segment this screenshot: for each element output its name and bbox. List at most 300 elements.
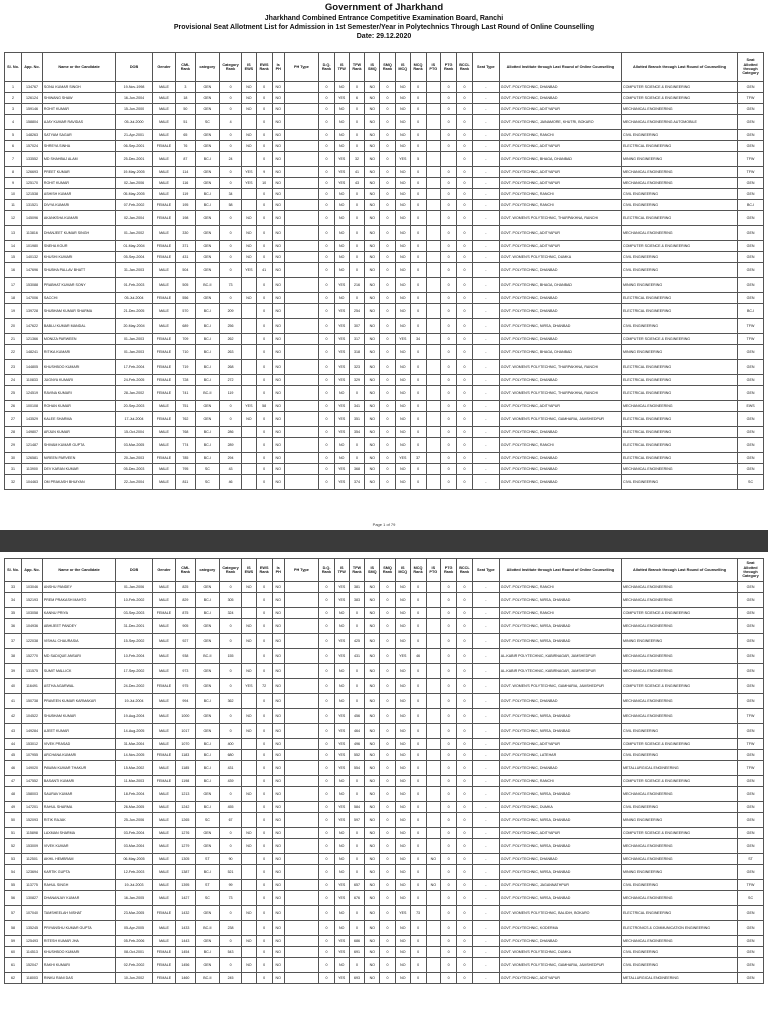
table-cell: 0 bbox=[319, 865, 335, 880]
table-cell: NO bbox=[334, 958, 349, 973]
table-cell: 06-Sep-2001 bbox=[116, 141, 153, 152]
table-cell: 431 bbox=[220, 761, 242, 776]
column-header: SMQ Rank bbox=[380, 559, 396, 582]
table-cell: 0 bbox=[256, 776, 272, 787]
table-cell: NO bbox=[365, 438, 380, 453]
table-cell: VIVEK KUMAR bbox=[42, 839, 115, 854]
table-cell: 0 bbox=[319, 200, 335, 211]
table-cell: 330 bbox=[176, 226, 196, 241]
table-cell: YES bbox=[334, 475, 349, 490]
table-cell bbox=[284, 475, 318, 490]
table-cell: 0 bbox=[410, 386, 426, 401]
table-cell: 0 bbox=[441, 936, 457, 947]
table-cell: 0 bbox=[256, 200, 272, 211]
table-cell: 0 bbox=[457, 115, 473, 130]
table-cell: 17-Feb-2004 bbox=[116, 360, 153, 375]
table-cell: 126693 bbox=[22, 167, 43, 178]
table-cell: MALE bbox=[152, 475, 175, 490]
table-cell: GOVT. POLYTECHNIC, RANCHI bbox=[499, 200, 621, 211]
table-cell bbox=[284, 386, 318, 401]
table-cell: 268 bbox=[220, 360, 242, 375]
table-cell bbox=[242, 761, 257, 776]
table-cell: 49 bbox=[5, 802, 22, 813]
table-cell: TFW bbox=[738, 761, 764, 776]
table-cell: 0 bbox=[457, 679, 473, 694]
table-cell: 24 bbox=[220, 152, 242, 167]
table-cell bbox=[426, 115, 441, 130]
table-cell: MALE bbox=[152, 839, 175, 854]
table-cell: 119 bbox=[220, 386, 242, 401]
table-cell: GOVT. POLYTECHNIC, DHANBAD bbox=[499, 293, 621, 304]
table-cell: 0 bbox=[319, 304, 335, 319]
table-cell: MALE bbox=[152, 813, 175, 828]
table-row bbox=[5, 453, 764, 464]
table-cell: GEN bbox=[738, 252, 764, 263]
table-cell bbox=[426, 412, 441, 427]
table-cell: 0 bbox=[256, 750, 272, 761]
table-cell: 657 bbox=[349, 880, 365, 891]
table-cell: GOVT. POLYTECHNIC, DHANBAD bbox=[499, 694, 621, 709]
table-cell: 0 bbox=[457, 412, 473, 427]
table-cell: BC-II bbox=[195, 386, 219, 401]
table-cell: BC-I bbox=[195, 375, 219, 386]
table-cell: 18-Feb-2004 bbox=[116, 787, 153, 802]
table-cell: NO bbox=[272, 619, 284, 634]
table-cell: BC-II bbox=[195, 921, 219, 936]
table-cell: 0 bbox=[380, 739, 396, 750]
table-cell: GOVT. POLYTECHNIC, DHANBAD bbox=[499, 82, 621, 93]
table-cell bbox=[426, 293, 441, 304]
table-cell: 676 bbox=[349, 891, 365, 906]
table-cell: GOVT. WOMEN'S POLYTECHNIC, THARPAKHNA, RANCHI bbox=[499, 360, 621, 375]
table-cell: - bbox=[472, 293, 499, 304]
table-cell bbox=[284, 412, 318, 427]
table-cell: GOVT. POLYTECHNIC, NIRSA, DHANBAD bbox=[499, 709, 621, 724]
table-cell: 25-Dec-2001 bbox=[116, 152, 153, 167]
column-header: IS SMQ bbox=[365, 559, 380, 582]
table-cell: MECHANICAL ENGINEERING bbox=[622, 593, 738, 608]
table-cell: GEN bbox=[738, 608, 764, 619]
table-cell: 1427 bbox=[176, 891, 196, 906]
table-cell: ROHIT KUMAR bbox=[42, 178, 115, 189]
table-cell: GOVT. POLYTECHNIC, NIRSA, DHANBAD bbox=[499, 593, 621, 608]
table-cell: 56 bbox=[5, 891, 22, 906]
table-cell bbox=[284, 776, 318, 787]
table-cell: 0 bbox=[220, 226, 242, 241]
table-cell: 104463 bbox=[22, 475, 43, 490]
table-cell: ANSHU PANDEY bbox=[42, 582, 115, 593]
table-row bbox=[5, 412, 764, 427]
table-cell: NO bbox=[395, 839, 410, 854]
table-cell: BC-I bbox=[195, 453, 219, 464]
table-cell: 0 bbox=[441, 739, 457, 750]
table-cell: YES bbox=[395, 453, 410, 464]
table-cell: NO bbox=[365, 319, 380, 334]
table-row bbox=[5, 375, 764, 386]
table-cell: ELECTRICAL ENGINEERING bbox=[622, 304, 738, 319]
table-cell: 147552 bbox=[22, 776, 43, 787]
table-cell: - bbox=[472, 241, 499, 252]
table-cell: ST bbox=[738, 854, 764, 865]
table-cell bbox=[242, 375, 257, 386]
table-cell: SHREYA SINHA bbox=[42, 141, 115, 152]
table-cell: 62 bbox=[5, 973, 22, 984]
table-cell: 0 bbox=[410, 226, 426, 241]
table-cell: 01-Jan-2002 bbox=[116, 226, 153, 241]
table-cell: 115898 bbox=[22, 828, 43, 839]
table-cell: MALE bbox=[152, 427, 175, 438]
table-cell: 383 bbox=[349, 593, 365, 608]
table-cell: 0 bbox=[380, 802, 396, 813]
table-cell: MALE bbox=[152, 263, 175, 278]
table-cell: SACCHI bbox=[42, 293, 115, 304]
table-cell: NO bbox=[334, 252, 349, 263]
table-cell bbox=[426, 787, 441, 802]
table-cell bbox=[284, 334, 318, 345]
table-cell: 0 bbox=[256, 619, 272, 634]
table-cell: YES bbox=[334, 973, 349, 984]
table-cell: GEN bbox=[738, 189, 764, 200]
table-cell: 53 bbox=[5, 854, 22, 865]
table-cell: 20-Sep-2003 bbox=[116, 401, 153, 412]
table-cell: 0 bbox=[349, 386, 365, 401]
table-cell: 0 bbox=[319, 958, 335, 973]
table-cell: 0 bbox=[410, 241, 426, 252]
table-cell: NO bbox=[334, 263, 349, 278]
table-cell bbox=[426, 386, 441, 401]
table-cell: 0 bbox=[457, 802, 473, 813]
table-cell: MECHANICAL ENGINEERING bbox=[622, 582, 738, 593]
table-cell: GEN bbox=[195, 104, 219, 115]
table-cell: 0 bbox=[319, 241, 335, 252]
table-cell: 0 bbox=[319, 412, 335, 427]
table-cell: 21-Apr-2001 bbox=[116, 130, 153, 141]
table-cell: 0 bbox=[410, 739, 426, 750]
table-cell: NO bbox=[426, 854, 441, 865]
table-cell: 0 bbox=[319, 649, 335, 664]
table-cell: NO bbox=[272, 252, 284, 263]
table-cell: NO bbox=[365, 345, 380, 360]
table-header-row bbox=[5, 53, 764, 82]
table-cell bbox=[426, 634, 441, 649]
table-cell: 875 bbox=[176, 608, 196, 619]
table-cell: 0 bbox=[457, 776, 473, 787]
table-cell: NO bbox=[242, 104, 257, 115]
table-cell: 0 bbox=[349, 679, 365, 694]
table-cell: 0 bbox=[410, 178, 426, 189]
table-cell bbox=[242, 880, 257, 891]
table-row bbox=[5, 839, 764, 854]
table-cell: GOVT. POLYTECHNIC, ADITYAPUR bbox=[499, 226, 621, 241]
table-cell: ELECTRICAL ENGINEERING bbox=[622, 386, 738, 401]
table-cell: 39 bbox=[5, 664, 22, 679]
table-cell: NO bbox=[272, 141, 284, 152]
table-cell: NO bbox=[242, 226, 257, 241]
table-cell: GOVT. POLYTECHNIC, DHANBAD bbox=[499, 93, 621, 104]
table-cell: 294 bbox=[220, 453, 242, 464]
table-cell: YES bbox=[334, 375, 349, 386]
table-cell: MECHANICAL ENGINEERING bbox=[622, 839, 738, 854]
table-cell bbox=[284, 694, 318, 709]
table-cell bbox=[284, 304, 318, 319]
table-cell: VIVEK PRASAD bbox=[42, 739, 115, 750]
table-cell: 119 bbox=[176, 189, 196, 200]
table-cell: NO bbox=[272, 263, 284, 278]
table-cell: MECHANICAL ENGINEERING AUTOMOBILE bbox=[622, 115, 738, 130]
table-cell: GOVT. POLYTECHNIC, NIRSA, DHANBAD bbox=[499, 865, 621, 880]
table-cell: 0 bbox=[441, 664, 457, 679]
table-cell: 1433 bbox=[176, 921, 196, 936]
table-cell: 994 bbox=[176, 694, 196, 709]
table-cell: GOVT. POLYTECHNIC, RANCHI bbox=[499, 776, 621, 787]
table-cell: NO bbox=[365, 293, 380, 304]
table-cell bbox=[426, 750, 441, 761]
table-cell bbox=[284, 958, 318, 973]
table-cell: 0 bbox=[410, 211, 426, 226]
table-row bbox=[5, 226, 764, 241]
table-cell: NO bbox=[334, 787, 349, 802]
table-row bbox=[5, 278, 764, 293]
government-title: Government of Jharkhand bbox=[324, 2, 444, 13]
table-cell bbox=[426, 189, 441, 200]
table-cell bbox=[284, 839, 318, 854]
table-cell: 691 bbox=[349, 947, 365, 958]
table-cell: 19-Nov-1998 bbox=[116, 82, 153, 93]
table-cell: 0 bbox=[410, 865, 426, 880]
table-cell: GOVT. POLYTECHNIC, RANCHI bbox=[499, 582, 621, 593]
table-cell: 710 bbox=[176, 345, 196, 360]
table-cell bbox=[426, 438, 441, 453]
table-cell: FEMALE bbox=[152, 776, 175, 787]
table-cell: NO bbox=[272, 776, 284, 787]
table-cell: MALE bbox=[152, 761, 175, 776]
table-cell: 133552 bbox=[22, 152, 43, 167]
table-cell: 99 bbox=[220, 880, 242, 891]
table-cell: 140132 bbox=[22, 252, 43, 263]
table-cell: ABHIJEET PANDEY bbox=[42, 619, 115, 634]
table-cell: NO bbox=[365, 694, 380, 709]
table-cell: YES bbox=[334, 401, 349, 412]
table-cell: 0 bbox=[441, 619, 457, 634]
table-cell: 0 bbox=[349, 82, 365, 93]
table-cell bbox=[284, 906, 318, 921]
table-cell bbox=[284, 739, 318, 750]
table-cell bbox=[242, 694, 257, 709]
table-cell: 307 bbox=[349, 319, 365, 334]
table-cell bbox=[284, 582, 318, 593]
table-cell: NO bbox=[242, 130, 257, 141]
table-cell: 262 bbox=[220, 334, 242, 345]
table-cell: SC bbox=[195, 891, 219, 906]
table-cell: 4 bbox=[220, 115, 242, 130]
table-cell: COMPUTER SCIENCE & ENGINEERING bbox=[622, 776, 738, 787]
table-cell: YES bbox=[334, 813, 349, 828]
table-cell: TFW bbox=[738, 167, 764, 178]
table-cell: GEN bbox=[195, 958, 219, 973]
table-cell: CIVIL ENGINEERING bbox=[622, 130, 738, 141]
table-cell: MD SADIQUE ANSARI bbox=[42, 649, 115, 664]
table-cell: BC-I bbox=[195, 189, 219, 200]
table-cell: NO bbox=[334, 438, 349, 453]
table-cell: 464 bbox=[349, 724, 365, 739]
table-cell: NO bbox=[272, 334, 284, 345]
table-cell: GOVT. POLYTECHNIC, ADITYAPUR bbox=[499, 973, 621, 984]
table-cell: 152093 bbox=[22, 813, 43, 828]
table-cell: 0 bbox=[349, 226, 365, 241]
table-cell: 26 bbox=[5, 401, 22, 412]
table-row bbox=[5, 152, 764, 167]
table-cell: - bbox=[472, 386, 499, 401]
table-cell: - bbox=[472, 464, 499, 475]
table-cell: 0 bbox=[457, 178, 473, 189]
column-header: CML Rank bbox=[176, 559, 196, 582]
table-cell: GEN bbox=[195, 412, 219, 427]
table-cell: 0 bbox=[441, 750, 457, 761]
table-cell: AL-KABIR POLYTECHNIC, KABIRNAGAR, JAMSHEDPUR bbox=[499, 664, 621, 679]
table-cell: 0 bbox=[410, 761, 426, 776]
table-cell: 158804 bbox=[22, 115, 43, 130]
table-cell: SC bbox=[195, 464, 219, 475]
table-cell: GEN bbox=[195, 709, 219, 724]
table-cell: 01-Feb-2003 bbox=[116, 278, 153, 293]
table-cell: 0 bbox=[410, 167, 426, 178]
table-cell: GEN bbox=[738, 750, 764, 761]
table-cell: 58 bbox=[220, 200, 242, 211]
column-header: IS EWS bbox=[242, 559, 257, 582]
table-cell: 0 bbox=[256, 813, 272, 828]
table-cell: GEN bbox=[738, 226, 764, 241]
table-cell: 795 bbox=[176, 464, 196, 475]
table-cell: 0 bbox=[441, 104, 457, 115]
table-cell: 0 bbox=[457, 921, 473, 936]
table-cell: ELECTRICAL ENGINEERING bbox=[622, 211, 738, 226]
table-cell: NO bbox=[395, 973, 410, 984]
table-cell bbox=[284, 750, 318, 761]
table-cell: 0 bbox=[380, 278, 396, 293]
table-cell: EWS bbox=[738, 401, 764, 412]
table-cell: 305 bbox=[220, 593, 242, 608]
table-cell: - bbox=[472, 82, 499, 93]
table-cell: GEN bbox=[738, 104, 764, 115]
table-cell: - bbox=[472, 750, 499, 761]
table-cell: GOVT. POLYTECHNIC, BHAGA, DHANBAD bbox=[499, 152, 621, 167]
table-cell: 0 bbox=[441, 334, 457, 345]
table-cell: NO bbox=[365, 813, 380, 828]
table-cell: NO bbox=[272, 152, 284, 167]
table-cell: 0 bbox=[410, 345, 426, 360]
table-cell bbox=[284, 115, 318, 130]
table-cell: NO bbox=[395, 880, 410, 891]
table-cell: 0 bbox=[256, 141, 272, 152]
table-cell: NO bbox=[242, 412, 257, 427]
table-cell: ASHISH KUMAR bbox=[42, 189, 115, 200]
table-cell: 0 bbox=[380, 293, 396, 304]
table-cell: NO bbox=[395, 813, 410, 828]
table-cell: - bbox=[472, 593, 499, 608]
table-row bbox=[5, 582, 764, 593]
table-cell bbox=[284, 664, 318, 679]
table-cell: 0 bbox=[441, 761, 457, 776]
table-cell: 584 bbox=[349, 802, 365, 813]
table-cell: - bbox=[472, 453, 499, 464]
table-cell: SC bbox=[195, 115, 219, 130]
table-cell: 28 bbox=[5, 427, 22, 438]
table-cell: SATYAM SAGAR bbox=[42, 130, 115, 141]
table-cell: NO bbox=[242, 787, 257, 802]
table-cell: NO bbox=[272, 464, 284, 475]
table-row bbox=[5, 93, 764, 104]
table-cell: MALE bbox=[152, 634, 175, 649]
table-cell: 0 bbox=[457, 664, 473, 679]
table-cell: GEN bbox=[738, 813, 764, 828]
column-header: SMQ Rank bbox=[380, 53, 396, 82]
table-cell: 0 bbox=[220, 787, 242, 802]
table-cell: 317 bbox=[349, 334, 365, 345]
table-cell: BC-II bbox=[195, 649, 219, 664]
table-cell: 34 bbox=[410, 334, 426, 345]
table-cell: - bbox=[472, 649, 499, 664]
table-cell: GEN bbox=[738, 634, 764, 649]
table-cell: FEMALE bbox=[152, 608, 175, 619]
table-cell: RAHUL SHARMA bbox=[42, 802, 115, 813]
table-cell bbox=[426, 608, 441, 619]
table-cell: 25 bbox=[5, 386, 22, 401]
table-row bbox=[5, 739, 764, 750]
table-cell bbox=[426, 278, 441, 293]
table-cell: NO bbox=[365, 386, 380, 401]
table-cell: MECHANICAL ENGINEERING bbox=[622, 167, 738, 178]
table-cell: ELECTRICAL ENGINEERING bbox=[622, 412, 738, 427]
table-cell bbox=[284, 293, 318, 304]
table-cell: 0 bbox=[410, 319, 426, 334]
table-cell: NO bbox=[272, 582, 284, 593]
table-cell: 0 bbox=[220, 141, 242, 152]
table-cell: 0 bbox=[457, 167, 473, 178]
table-cell: DIVYA KUMARI bbox=[42, 200, 115, 211]
table-cell: NO bbox=[395, 958, 410, 973]
table-cell: 0 bbox=[256, 936, 272, 947]
table-cell bbox=[242, 649, 257, 664]
table-cell: 46 bbox=[220, 475, 242, 490]
table-cell: MD SHAHBAJ ALAM bbox=[42, 152, 115, 167]
table-cell: NO bbox=[365, 278, 380, 293]
table-cell: 0 bbox=[380, 453, 396, 464]
table-cell: JUGNYA KUMARI bbox=[42, 375, 115, 386]
table-cell: 0 bbox=[410, 973, 426, 984]
table-cell: - bbox=[472, 189, 499, 200]
table-cell: NO bbox=[395, 619, 410, 634]
table-cell: 0 bbox=[380, 679, 396, 694]
table-cell: 0 bbox=[441, 304, 457, 319]
table-cell bbox=[284, 152, 318, 167]
table-cell: 23-Mar-2005 bbox=[116, 906, 153, 921]
table-cell: BC-II bbox=[195, 278, 219, 293]
table-cell: 0 bbox=[319, 278, 335, 293]
table-cell: 0 bbox=[319, 167, 335, 178]
table-cell: - bbox=[472, 906, 499, 921]
table-cell bbox=[284, 241, 318, 252]
table-cell: 0 bbox=[319, 776, 335, 787]
table-cell: 0 bbox=[457, 593, 473, 608]
table-cell: 0 bbox=[319, 427, 335, 438]
table-cell: VISHAL CHAURASIA bbox=[42, 634, 115, 649]
table-cell: GOVT. POLYTECHNIC, DHANBAD bbox=[499, 936, 621, 947]
table-cell: NO bbox=[242, 664, 257, 679]
table-cell: 01-Jan-2003 bbox=[116, 334, 153, 345]
table-cell: 0 bbox=[380, 475, 396, 490]
table-cell: 0 bbox=[256, 104, 272, 115]
table-cell: 153009 bbox=[22, 839, 43, 854]
